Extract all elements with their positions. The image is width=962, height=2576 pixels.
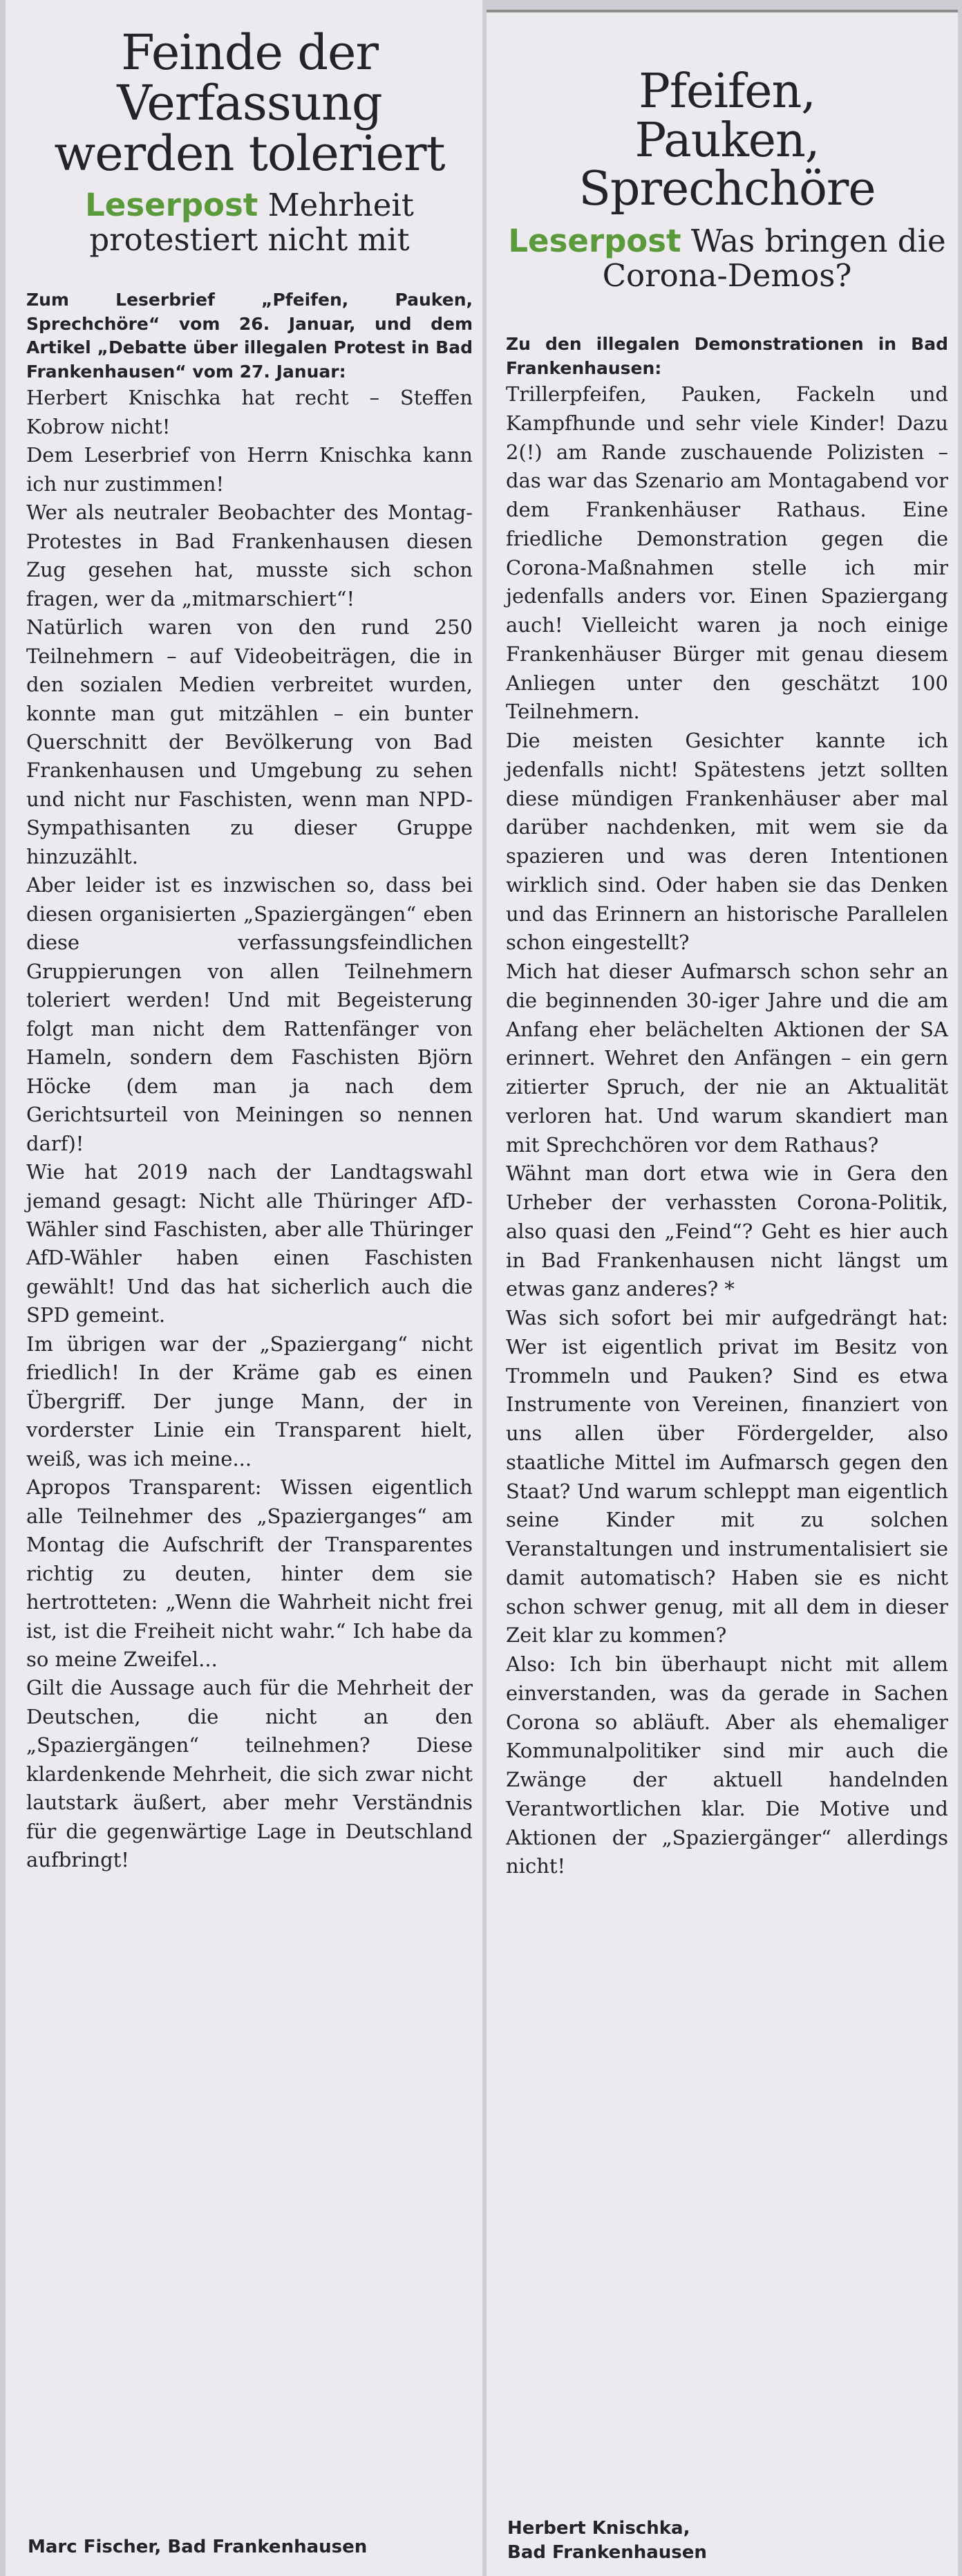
right-author — [507, 2517, 707, 2565]
right-paragraph: Die meisten Gesichter kannte ich jedenfalls nicht! Spätestens jetzt sollten diese mündigen Frankenhäuser aber mal darüber nachdenken, mit wem sie da spazieren und was deren Intentionen wirklich sind. Oder haben sie das Denken und das Erinnern an historische Parallelen schon eingestellt? — [506, 729, 948, 955]
left-subtitle-text: Mehrheit protestiert nicht mit — [89, 187, 414, 258]
right-paragraph: Mich hat dieser Aufmarsch schon sehr an die beginnenden 30-iger Jahre und die am Anfang eher belächelten Aktionen der SA erinnert. Wehret den Anfängen – ein gern zitierter Spruch, der nie an Aktualität verloren hat. Und warum skandiert man mit Sprechchören vor dem Rathaus? — [506, 960, 948, 1157]
right-paragraph: Wähnt man dort etwa wie in Gera den Urheber der verhassten Corona-Politik, also quasi den „Feind“? Geht es hier auch in Bad Frankenhausen nicht längst um etwas ganz anderes? * — [506, 1161, 948, 1301]
left-author: Marc Fischer, Bad Frankenhausen — [28, 2536, 368, 2557]
right-headline-line: Pfeifen, — [639, 64, 815, 119]
left-paragraph: Im übrigen war der „Spaziergang“ nicht friedlich! In der Kräme gab es einen Übergriff. Der junge Mann, der in vorderster Linie ein Transparent hielt, weiß, was ich meine... — [26, 1332, 473, 1471]
left-paragraph: Dem Leserbrief von Herrn Knischka kann ich nur zustimmen! — [26, 443, 473, 496]
left-intro: Zum Leserbrief „Pfeifen, Pauken, Sprechchöre“ vom 26. Januar, und dem Artikel „Debatte über illegalen Protest in Bad Frankenhausen“ vom 27. Januar: — [26, 290, 473, 382]
left-headline — [26, 24, 473, 182]
right-subtitle-text: Was bringen die Corona-Demos? — [602, 223, 946, 294]
right-paragraph: Also: Ich bin überhaupt nicht mit allem einverstanden, was da gerade in Sachen Corona so abläuft. Aber als ehemaliger Kommunalpolitiker sind mir auch die Zwänge der aktuell handelnden Verantwortlichen klar. Die Motive und Aktionen der „Spaziergänger“ allerdings nicht! — [506, 1652, 948, 1878]
right-paragraph: Trillerpfeifen, Pauken, Fackeln und Kampfhunde und sehr viele Kinder! Dazu 2(!) am Rande zuschauende Polizisten – das war das Szenario am Montagabend vor dem Frankenhäuser Rathaus. Eine friedliche Demonstration gegen die Corona-Maßnahmen stelle ich mir jedenfalls anders vor. Einen Spaziergang auch! Vielleicht waren ja noch einige Frankenhäuser Bürger mit genau diesem Anliegen unter den geschätzt 100 Teilnehmern. — [506, 382, 948, 724]
right-headline-line: Sprechchöre — [578, 162, 876, 217]
left-headline-line: Verfassung — [117, 74, 382, 131]
left-headline-line: Feinde der — [121, 24, 378, 81]
left-paragraph: Apropos Transparent: Wissen eigentlich alle Teilnehmer des „Spazierganges“ am Montag die Aufschrift der Transparentes richtig zu deuten, hinter dem sie hertrotteten: „Wenn die Wahrheit nicht frei ist, ist die Freiheit nicht wahr.“ Ich habe da so meine Zweifel... — [26, 1475, 473, 1672]
right-headline-line: Pauken, — [634, 113, 820, 168]
left-paragraph: Gilt die Aussage auch für die Mehrheit der Deutschen, die nicht an den „Spaziergängen“ teilnehmen? Diese klardenkende Mehrheit, die sich zwar nicht lautstark äußert, aber mehr Verständnis für die gegenwärtige Lage in Deutschland aufbringt! — [26, 1676, 473, 1872]
left-paragraph: Wer als neutraler Beobachter des Montag-Protestes in Bad Frankenhausen diesen Zug gesehen hat, musste sich schon fragen, wer da „mitmarschiert“! — [26, 501, 473, 610]
left-paragraph: Wie hat 2019 nach der Landtagswahl jemand gesagt: Nicht alle Thüringer AfD-Wähler sind Faschisten, aber alle Thüringer AfD-Wähler haben einen Faschisten gewählt! Und das hat sicherlich auch die SPD gemeint. — [26, 1160, 473, 1327]
right-subtitle — [506, 224, 948, 292]
left-subtitle-keyword: Leserpost — [85, 187, 258, 224]
left-paragraph: Herbert Knischka hat recht – Steffen Kobrow nicht! — [26, 386, 473, 438]
right-headline — [506, 64, 948, 217]
right-paragraph: Was sich sofort bei mir aufgedrängt hat: Wer ist eigentlich privat im Besitz von Trommeln und Pauken? Sind es etwa Instrumente von Vereinen, finanziert von uns allen über Fördergelder, also staatliche Mittel im Aufmarsch gegen den Staat? Und warum schleppt man eigentlich seine Kinder mit zu solchen Veranstaltungen und instrumentalisiert sie damit automatisch? Haben sie es nicht schon schwer genug, mit all dem in dieser Zeit klar zu kommen? — [506, 1306, 948, 1648]
left-paragraph: Aber leider ist es inzwischen so, dass bei diesen organisierten „Spaziergängen“ eben diese verfassungsfeindlichen Gruppierungen von allen Teilnehmern toleriert werden! Und mit Begeisterung folgt man nicht dem Rattenfänger von Hameln, sondern dem Faschisten Björn Höcke (dem man ja nach dem Gerichtsurteil von Meiningen so nennen darf)! — [26, 873, 473, 1155]
left-subtitle — [26, 188, 473, 256]
right-clipping — [487, 10, 958, 2576]
right-subtitle-keyword: Leserpost — [508, 223, 681, 260]
right-author-name: Herbert Knischka, — [507, 2517, 690, 2539]
right-author-place: Bad Frankenhausen — [507, 2541, 707, 2563]
left-headline-line: werden toleriert — [54, 124, 445, 182]
left-paragraph: Natürlich waren von den rund 250 Teilnehmern – auf Videobeiträgen, die in den sozialen Medien verbreitet wurden, konnte man gut mitzählen – ein bunter Querschnitt der Bevölkerung von Bad Frankenhausen und Umgebung zu sehen und nicht nur Faschisten, wenn man NPD-Sympathisanten zu dieser Gruppe hinzuzählt. — [26, 615, 473, 868]
left-clipping — [6, 0, 482, 2576]
right-intro: Zu den illegalen Demonstrationen in Bad Frankenhausen: — [506, 334, 948, 378]
